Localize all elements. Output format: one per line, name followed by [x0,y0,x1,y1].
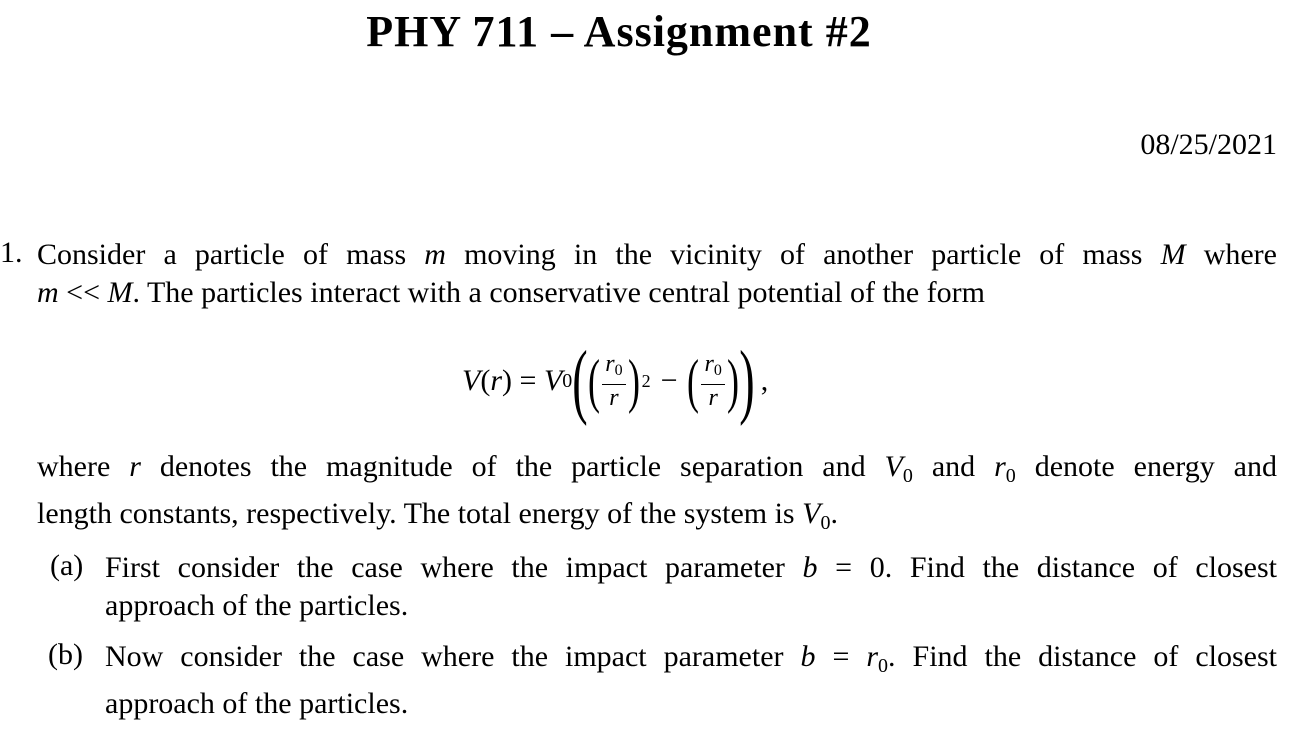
potential-equation: V ( r ) = V 0 ( ( $\frac{r_0}{r}$ ) 2 − ( $\frac{r_0}{r}$ ) ) , [462,334,769,427]
inner-paren-open-2: ( [687,348,700,414]
after-line-1: where r denotes the magnitude of the particle separation and $V_0$ and $r_0$ denote energy and [37,450,1277,487]
inner-paren-close-1: ) [627,348,640,414]
fraction-2: $\frac{r_0}{r}$ [701,351,724,411]
inner-paren-open-1: ( [588,348,601,414]
problem-intro [37,236,1277,312]
page-title: PHY 711 – Assignment #2 [366,7,872,56]
minus-sign: − [660,364,678,397]
intro-line-2: m << M. The particles interact with a conservative central potential of the form [37,276,985,309]
intro-line-1: Consider a particle of mass m moving in the vicinity of another particle of mass M where [37,238,1277,271]
problem-description [37,448,1277,542]
part-b-label: (b) [48,638,83,671]
problem-number: 1. [0,236,23,269]
outer-paren-close: ) [739,334,755,427]
exponent: 2 [641,370,651,391]
inner-paren-close-2: ) [726,348,739,414]
fraction-1: $\frac{r_0}{r}$ [602,351,625,411]
assignment-date: 08/25/2021 [1140,128,1277,161]
part-b-text: Now consider the case where the impact parameter $b = r_0$. Find the distance of closest approach of the particles. [105,640,1278,720]
part-a-text: First consider the case where the impact parameter b = 0. Find the distance of closest approach of the particles. [105,551,1277,622]
outer-paren-open: ( [572,334,588,427]
part-a-label: (a) [50,549,84,582]
after-line-2: length constants, respectively. The total energy of the system is $V_0$. [37,497,838,534]
